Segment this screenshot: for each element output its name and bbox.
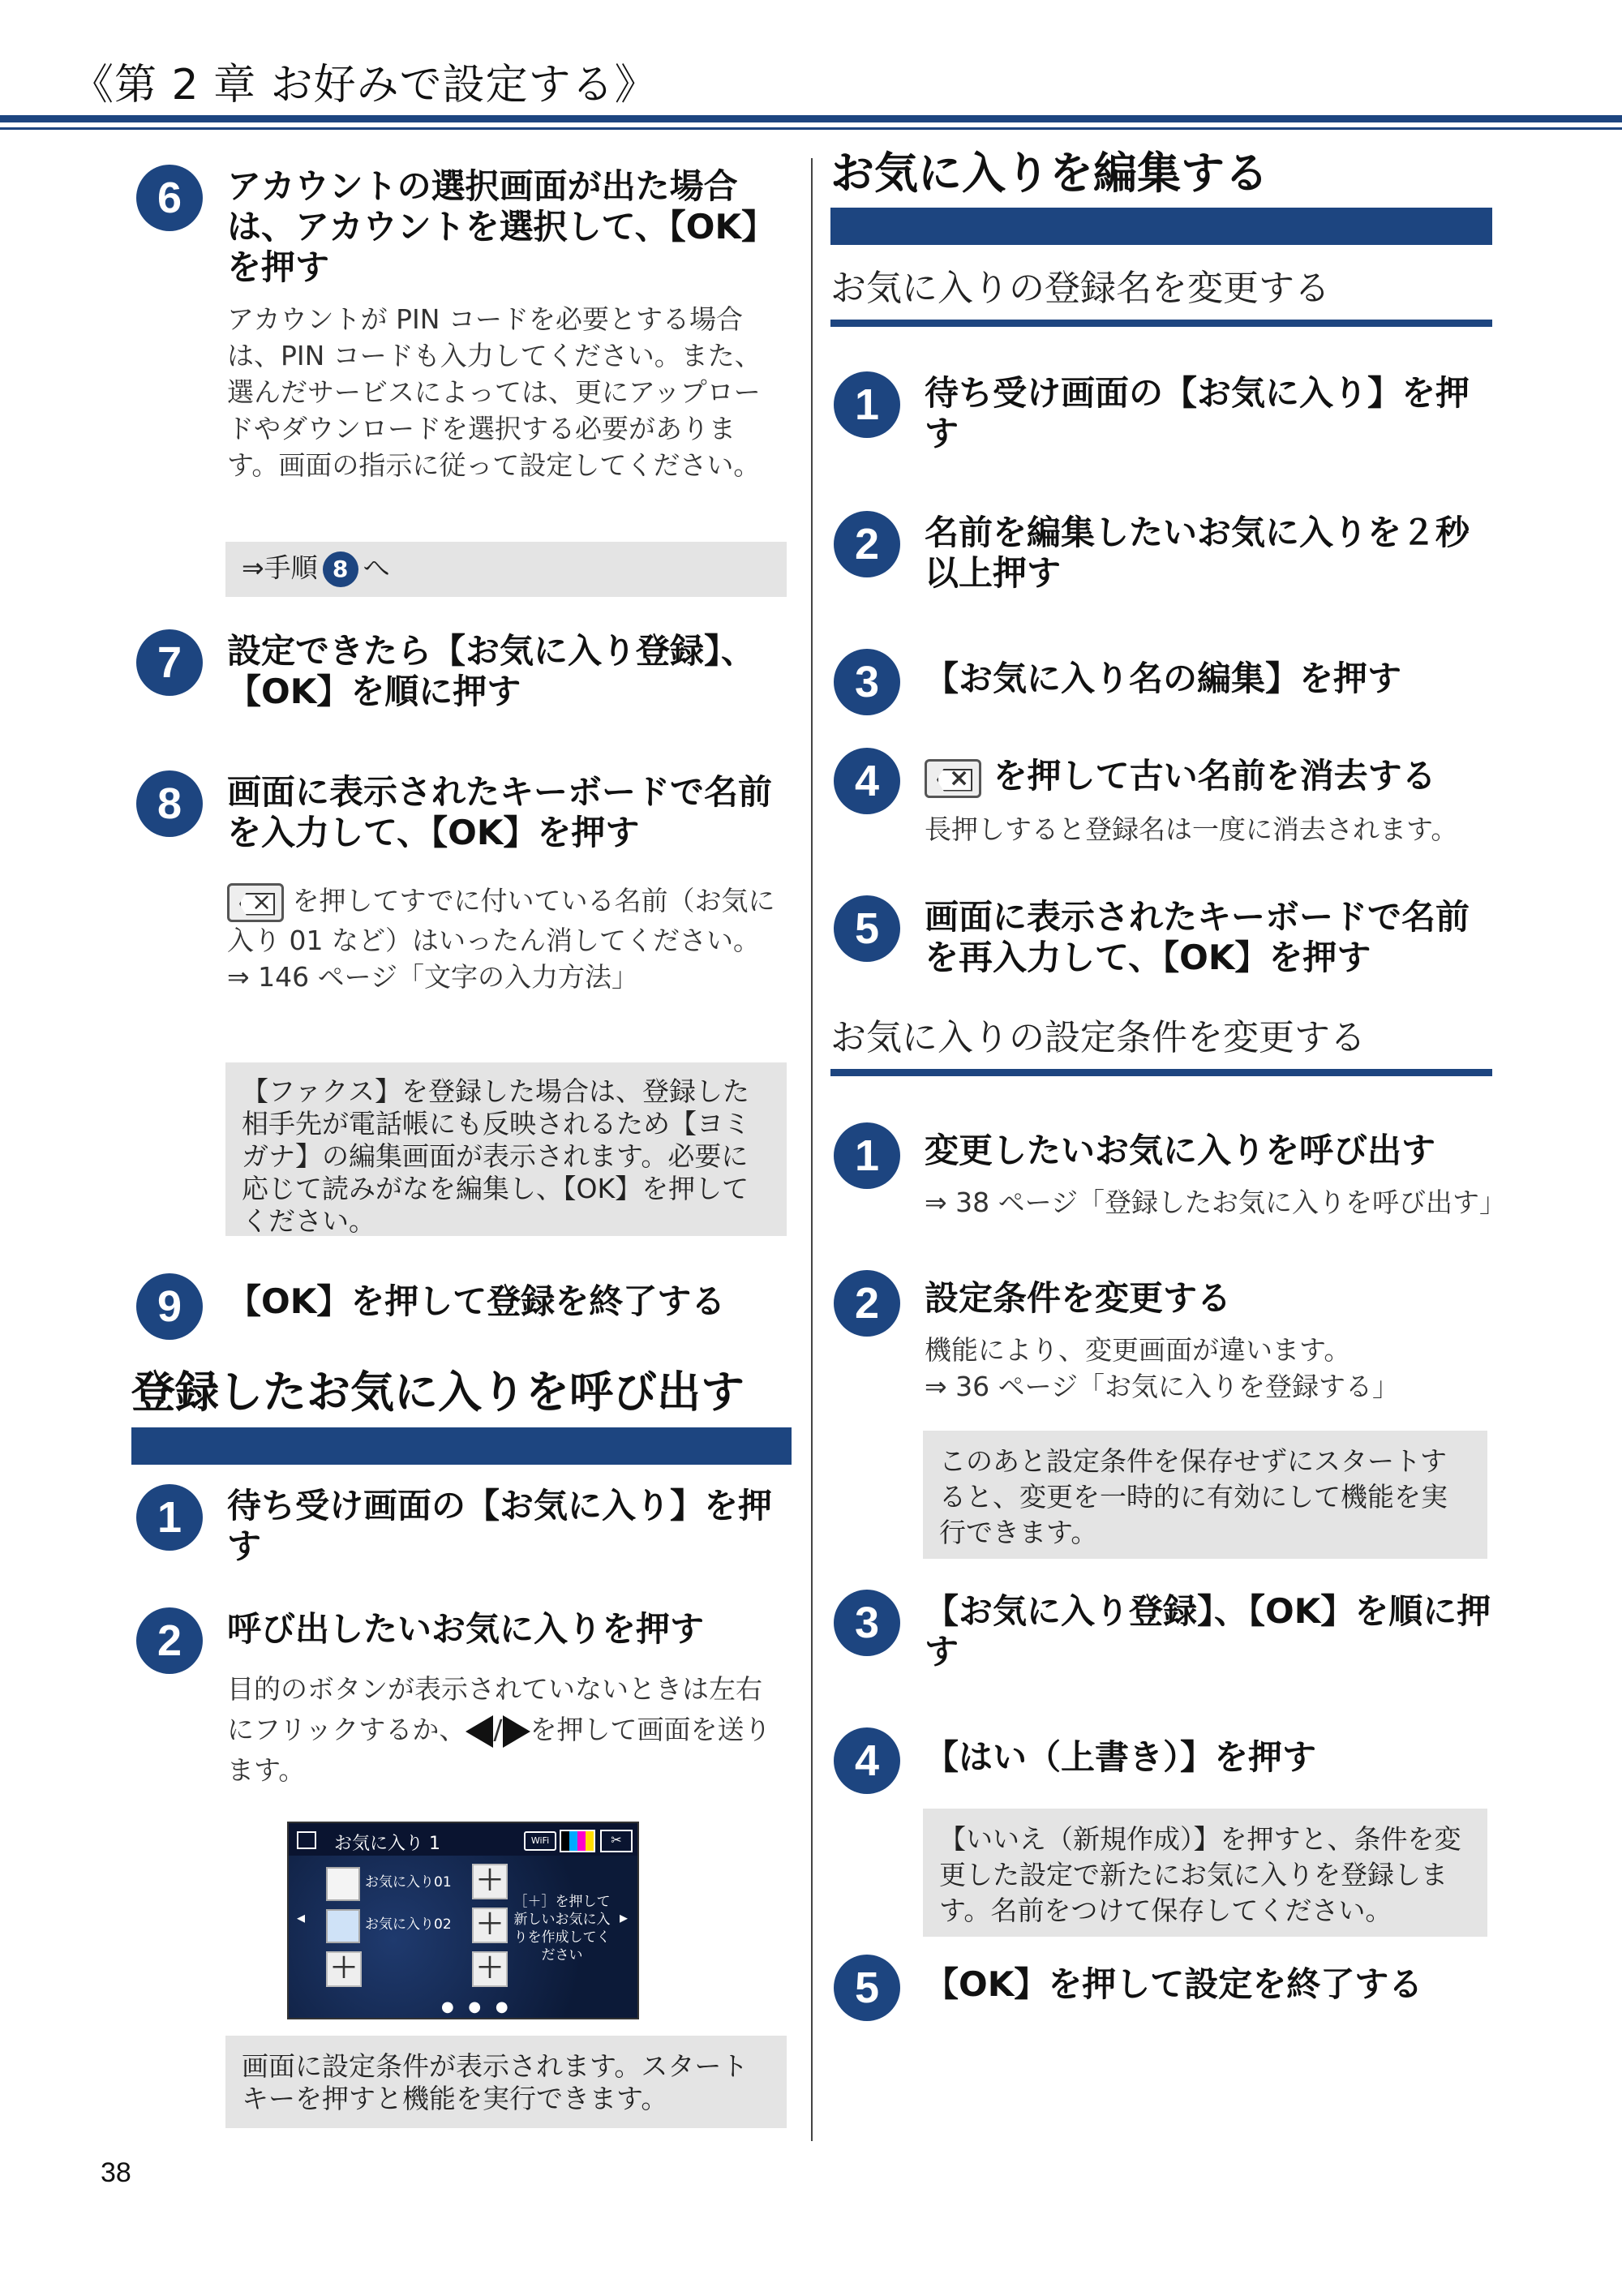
backspace-key-icon (925, 759, 981, 798)
step-title: 呼び出したいお気に入りを押す (227, 1609, 705, 1649)
subsection-title-conditions: お気に入りの設定条件を変更する (830, 1017, 1366, 1058)
tools-icon: ✂ (600, 1830, 633, 1852)
chapter-title: 《第 2 章 お好みで設定する》 (71, 61, 658, 109)
add-favorite-plus-icon: ＋ (326, 1951, 362, 1987)
left-arrow-icon (466, 1715, 493, 1748)
step-title: アカウントの選択画面が出た場合は、アカウントを選択して、【OK】を押す (227, 166, 775, 287)
conditions-step-2-note: このあと設定条件を保存せずにスタートすると、変更を一時的に有効にして機能を実行できます。 (923, 1431, 1487, 1559)
step-2-text-a: 目的のボタンが表示されていないときは左右にフリックするか、 (227, 1673, 762, 1745)
step-number: 2 (136, 1607, 203, 1674)
favorite-1-label: お気に入り01 (365, 1874, 452, 1890)
step-number: 1 (834, 371, 900, 438)
page-number: 38 (101, 2157, 131, 2188)
step-8-ref: ⇒ 146 ページ「文字の入力方法」 (227, 960, 638, 993)
conditions-step-4-note: 【いいえ（新規作成）】を押すと、条件を変更した設定で新たにお気に入りを登録します。名前をつけて保存してください。 (923, 1809, 1487, 1937)
step-body: 長押しすると登録名は一度に消去されます。 (925, 813, 1458, 845)
favorite-2-icon (326, 1909, 360, 1943)
step-title: 変更したいお気に入りを呼び出す (925, 1131, 1436, 1170)
step-6-ref-box (225, 542, 787, 597)
ref-suffix: へ (363, 551, 390, 584)
step-title: 【はい（上書き）】を押す (925, 1737, 1317, 1777)
step-number: 9 (136, 1273, 203, 1340)
section-title-edit: お気に入りを編集する (830, 148, 1268, 199)
wifi-icon: WiFi (524, 1831, 556, 1851)
favorite-2-label: お気に入り02 (365, 1916, 452, 1933)
subsection-title-rename: お気に入りの登録名を変更する (830, 268, 1330, 309)
step-title: 待ち受け画面の【お気に入り】を押す (925, 373, 1470, 453)
header-rule-thin (0, 127, 1622, 130)
recall-note: 画面に設定条件が表示されます。スタートキーを押すと機能を実行できます。 (225, 2036, 787, 2128)
step-number: 3 (834, 649, 900, 715)
step-title: 【OK】を押して設定を終了する (925, 1964, 1423, 2004)
step-title: 画面に表示されたキーボードで名前を再入力して、【OK】を押す (925, 897, 1470, 977)
scroll-right-icon: ▸ (620, 1908, 629, 1927)
step-number: 6 (136, 165, 203, 231)
step-title: 画面に表示されたキーボードで名前を入力して、【OK】を押す (227, 772, 773, 852)
section-bar (830, 208, 1492, 245)
step-number: 2 (834, 1270, 900, 1337)
step-number: 2 (834, 511, 900, 577)
step-number: 8 (136, 770, 203, 837)
step-title: 【お気に入り登録】、【OK】を順に押す (925, 1591, 1491, 1672)
step-body (227, 882, 795, 995)
step-body (227, 1669, 787, 1791)
step-title: 【OK】を押して登録を終了する (227, 1281, 726, 1321)
step-body (925, 1332, 1508, 1405)
section-title-recall: 登録したお気に入りを呼び出す (131, 1367, 744, 1418)
backspace-key-icon (227, 883, 284, 922)
step-number: 1 (136, 1484, 203, 1551)
step-number: 7 (136, 629, 203, 696)
home-icon (297, 1831, 316, 1849)
step-title: 待ち受け画面の【お気に入り】を押す (227, 1486, 773, 1566)
add-favorite-plus-icon: ＋ (472, 1908, 508, 1943)
lcd-title: お気に入り 1 (334, 1834, 440, 1854)
step-8-note: 【ファクス】を登録した場合は、登録した相手先が電話帳にも反映されるため【ヨミガナ】の編集画面が表示されます。必要に応じて読みがなを編集し、【OK】を押してください。 (225, 1062, 787, 1236)
section-bar (131, 1427, 792, 1465)
step-number: 4 (834, 1727, 900, 1794)
step-title: 設定できたら【お気に入り登録】、【OK】を順に押す (227, 631, 756, 711)
step-ref-circle: 8 (323, 551, 358, 587)
ink-level-icon (560, 1830, 595, 1852)
step-2-body: 機能により、変更画面が違います。 (925, 1334, 1351, 1366)
ref-prefix: ⇒手順 (242, 551, 318, 584)
page-dots: ● ● ● (441, 1998, 513, 2015)
step-number: 4 (834, 748, 900, 814)
step-number: 3 (834, 1590, 900, 1656)
step-title: 【お気に入り名の編集】を押す (925, 659, 1402, 698)
step-number: 1 (834, 1122, 900, 1189)
step-body: ⇒ 38 ページ「登録したお気に入りを呼び出す」 (925, 1187, 1506, 1218)
step-8-text: を押してすでに付いている名前（お気に入り 01 など）はいったん消してください。 (227, 885, 775, 956)
step-2-text-b: を押して画面を送ります。 (227, 1714, 771, 1786)
favorite-1-icon (326, 1867, 360, 1901)
step-title: 名前を編集したいお気に入りを２秒以上押す (925, 513, 1470, 593)
subsection-underline (830, 1069, 1492, 1076)
lcd-hint-text: ［＋］を押して新しいお気に入りを作成してください (513, 1894, 611, 1963)
step-title: 設定条件を変更する (925, 1278, 1232, 1318)
favorites-screen-screenshot (287, 1822, 639, 2019)
step-4-title-text: を押して古い名前を消去する (993, 756, 1436, 796)
step-2-ref: ⇒ 36 ページ「お気に入りを登録する」 (925, 1371, 1399, 1402)
scroll-left-icon: ◂ (297, 1908, 306, 1927)
step-number: 5 (834, 895, 900, 962)
subsection-underline (830, 320, 1492, 327)
right-arrow-icon (503, 1715, 530, 1748)
column-divider (811, 158, 813, 2141)
arrow-separator: / (493, 1714, 503, 1745)
step-number: 5 (834, 1955, 900, 2021)
add-favorite-plus-icon: ＋ (472, 1864, 508, 1899)
add-favorite-plus-icon: ＋ (472, 1951, 508, 1987)
header-rule-thick (0, 115, 1622, 122)
step-body: アカウントが PIN コードを必要とする場合は、PIN コードも入力してください。また、選んだサービスによっては、更にアップロードやダウンロードを選択する必要があります。画面の指示に従って設定してください。 (227, 303, 762, 481)
step-title (925, 756, 1508, 798)
